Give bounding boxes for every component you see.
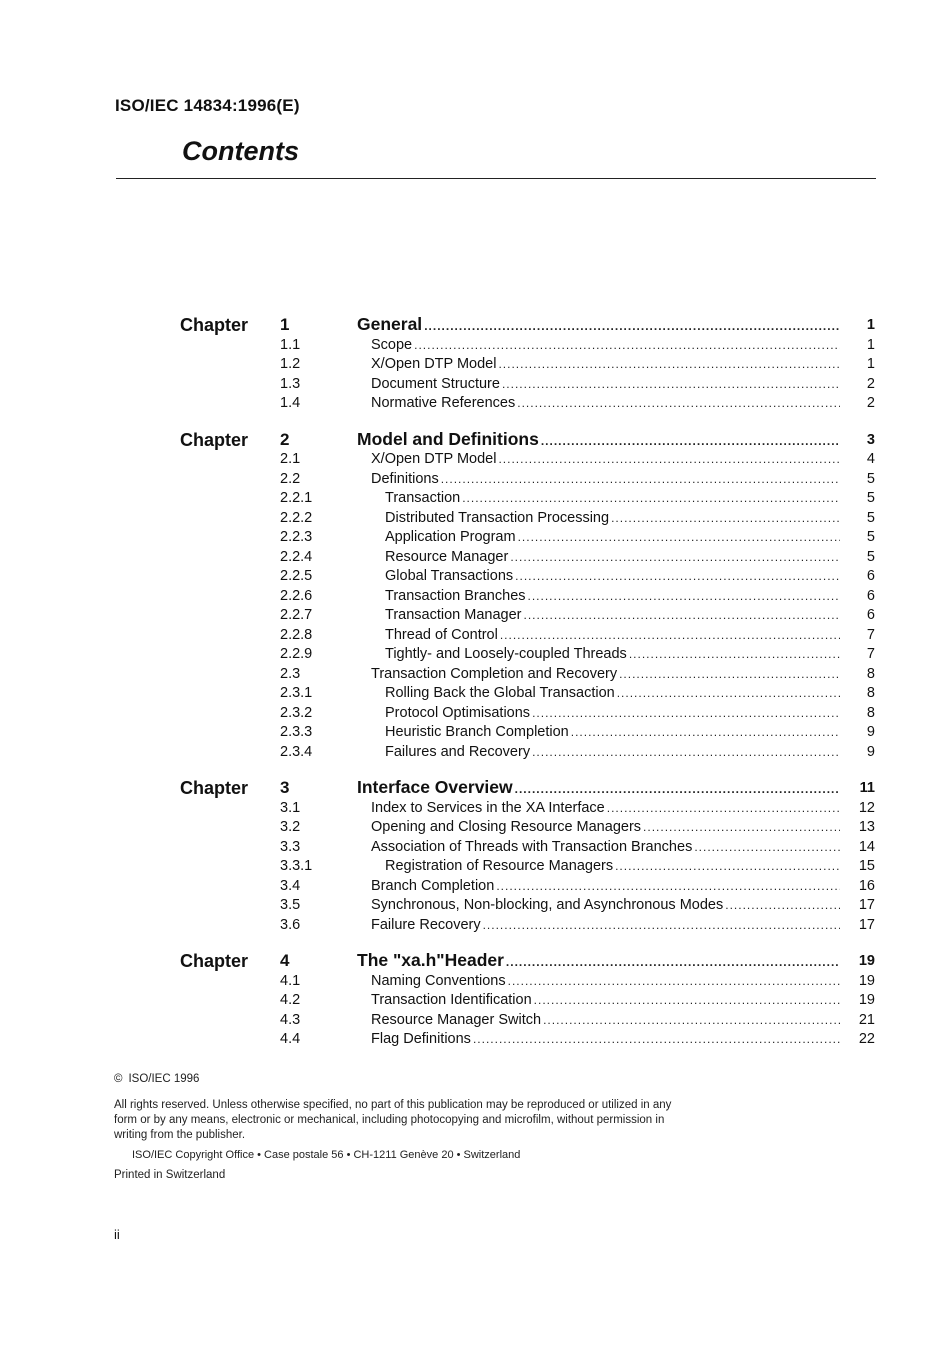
copyright-line: [114, 1072, 674, 1087]
section-title-text: Synchronous, Non-blocking, and Asynchronous Modes: [371, 897, 724, 913]
chapter-title-text: General: [357, 314, 423, 334]
section-title-text: Definitions: [371, 470, 439, 487]
section-title-text: Transaction: [385, 490, 461, 506]
section-title: [371, 395, 840, 411]
page-number: ii: [114, 1227, 120, 1242]
chapter-page: 3: [866, 431, 875, 448]
section-title: [371, 878, 840, 894]
section-row: [0, 896, 950, 916]
section-row: [0, 916, 950, 936]
section-title-text: Branch Completion: [371, 877, 495, 894]
chapter-row: [0, 952, 950, 972]
section-title-text: Registration of Resource Managers: [385, 858, 614, 874]
section-row: [0, 645, 950, 665]
section-row: [0, 450, 950, 470]
dot-leader: [532, 745, 840, 759]
section-title-text: Global Transactions: [385, 568, 514, 584]
header-rule: [116, 178, 876, 179]
section-number: 2.2.1: [280, 490, 313, 506]
section-row: [0, 1030, 950, 1050]
section-number: 2.3.1: [280, 685, 313, 701]
section-number: 2.3: [280, 665, 301, 682]
section-title: [385, 724, 840, 740]
section-title-text: Thread of Control: [385, 626, 498, 643]
section-title: [371, 800, 840, 816]
dot-leader: [515, 782, 840, 796]
section-row: [0, 991, 950, 1011]
section-number: 4.1: [280, 972, 301, 989]
section-number: 2.2.4: [280, 548, 313, 565]
section-title-text: Flag Definitions: [371, 1031, 471, 1047]
section-page: 22: [858, 1031, 875, 1047]
section-page: 6: [866, 587, 875, 604]
section-page: 5: [866, 470, 875, 487]
section-page: 6: [866, 607, 875, 623]
chapter-title-text: Model and Definitions: [357, 428, 539, 449]
section-title: [371, 1012, 840, 1028]
section-row: [0, 704, 950, 724]
section-title: [385, 568, 840, 584]
section-page: 13: [858, 819, 875, 835]
section-page: 19: [858, 992, 875, 1008]
section-number: 2.1: [280, 451, 301, 467]
section-number: 1.4: [280, 395, 301, 411]
section-title-text: X/Open DTP Model: [371, 356, 497, 372]
chapter-page: 19: [858, 953, 875, 969]
chapter-block: [0, 779, 950, 935]
dot-leader: [424, 319, 840, 333]
section-row: [0, 394, 950, 414]
section-number: 2.2.8: [280, 626, 313, 643]
section-page: 7: [866, 626, 875, 643]
dot-leader: [508, 974, 840, 988]
section-title-text: Failures and Recovery: [385, 743, 531, 760]
dot-leader: [441, 472, 840, 486]
chapter-block: [0, 952, 950, 1050]
chapter-label: Chapter: [180, 951, 249, 971]
section-number: 1.1: [280, 336, 301, 353]
section-title: [385, 549, 840, 565]
section-title-text: Transaction Manager: [385, 607, 522, 623]
section-number: 3.6: [280, 916, 301, 933]
section-page: 17: [858, 897, 875, 913]
section-row: [0, 626, 950, 646]
section-title: [371, 1031, 840, 1047]
dot-leader: [523, 608, 840, 622]
copyright-symbol: ©: [114, 1073, 123, 1085]
dot-leader: [629, 647, 840, 661]
section-page: 16: [858, 877, 875, 894]
section-page: 9: [866, 724, 875, 740]
section-row: [0, 877, 950, 897]
dot-leader: [500, 628, 840, 642]
section-row: [0, 567, 950, 587]
section-page: 8: [866, 665, 875, 682]
section-number: 3.1: [280, 799, 301, 816]
dot-leader: [528, 589, 840, 603]
section-title-text: Normative References: [371, 395, 516, 411]
section-row: [0, 336, 950, 356]
section-row: [0, 470, 950, 490]
section-number: 2.3.2: [280, 704, 313, 721]
chapter-row: [0, 779, 950, 799]
section-row: [0, 972, 950, 992]
dot-leader: [496, 879, 840, 893]
section-title: [385, 858, 840, 874]
section-title-text: Resource Manager: [385, 548, 509, 565]
chapter-title: [357, 314, 840, 335]
section-page: 8: [866, 704, 875, 721]
section-row: [0, 606, 950, 626]
dot-leader: [611, 511, 840, 525]
section-title-text: X/Open DTP Model: [371, 451, 497, 467]
section-title-text: Opening and Closing Resource Managers: [371, 819, 642, 835]
page-title: Contents: [182, 136, 299, 166]
chapter-page: 11: [859, 780, 875, 796]
section-number: 2.2.7: [280, 607, 313, 623]
section-number: 2.2.9: [280, 646, 313, 662]
section-page: 5: [866, 509, 875, 526]
dot-leader: [414, 338, 840, 352]
section-row: [0, 489, 950, 509]
dot-leader: [510, 550, 840, 564]
section-number: 1.2: [280, 356, 301, 372]
section-page: 5: [866, 490, 875, 506]
section-page: 21: [858, 1011, 875, 1028]
section-title-text: Resource Manager Switch: [371, 1011, 542, 1028]
copyright-office: ISO/IEC Copyright Office • Case postale 56 • CH-1211 Genève 20 • Switzerland: [132, 1149, 521, 1161]
section-page: 14: [858, 838, 875, 855]
section-title: [371, 839, 840, 855]
section-row: [0, 723, 950, 743]
dot-leader: [541, 434, 840, 448]
section-number: 4.3: [280, 1011, 301, 1028]
section-page: 6: [866, 568, 875, 584]
dot-leader: [615, 859, 840, 873]
section-number: 2.2.3: [280, 529, 313, 545]
chapter-label: Chapter: [180, 429, 249, 450]
section-title-text: Naming Conventions: [371, 972, 506, 989]
chapter-row: [0, 428, 950, 451]
section-title: [385, 627, 840, 643]
dot-leader: [571, 725, 840, 739]
section-row: [0, 587, 950, 607]
copyright-holder: ISO/IEC 1996: [128, 1073, 200, 1085]
dot-leader: [518, 530, 840, 544]
section-page: 1: [866, 356, 875, 372]
section-number: 4.2: [280, 992, 301, 1008]
section-title: [385, 705, 840, 721]
section-number: 2.2.5: [280, 568, 313, 584]
section-number: 3.2: [280, 819, 301, 835]
chapter-title: [357, 777, 840, 798]
section-title: [385, 646, 840, 662]
section-title-text: Transaction Branches: [385, 587, 526, 604]
dot-leader: [619, 667, 840, 681]
section-row: [0, 857, 950, 877]
section-number: 3.3.1: [280, 858, 313, 874]
section-title: [371, 819, 840, 835]
chapter-title: [357, 950, 840, 971]
section-title-text: Failure Recovery: [371, 916, 481, 933]
section-number: 2.2.6: [280, 587, 313, 604]
section-page: 5: [866, 529, 875, 545]
chapter-number: 3: [280, 778, 290, 797]
chapter-block: [0, 316, 950, 414]
section-title: [371, 471, 840, 487]
document-id: ISO/IEC 14834:1996(E): [115, 96, 300, 115]
chapter-label: Chapter: [180, 315, 249, 335]
section-page: 1: [866, 336, 875, 353]
dot-leader: [607, 801, 840, 815]
section-number: 2.2.2: [280, 509, 313, 526]
section-number: 3.4: [280, 877, 301, 894]
section-row: [0, 838, 950, 858]
dot-leader: [694, 840, 840, 854]
section-title: [371, 897, 840, 913]
section-title: [371, 666, 840, 682]
dot-leader: [506, 955, 840, 969]
section-title: [371, 356, 840, 372]
section-title-text: Application Program: [385, 529, 516, 545]
dot-leader: [517, 396, 840, 410]
dot-leader: [643, 820, 840, 834]
section-title: [371, 451, 840, 467]
rights-statement: All rights reserved. Unless otherwise specified, no part of this publication may be reproduced or utilized in any form or by any means, electronic or mechanical, including photocopying and microfilm, without permission in writing from the publisher.: [114, 1099, 672, 1141]
chapter-title-text: The "xa.h"Header: [357, 950, 504, 970]
dot-leader: [473, 1032, 840, 1046]
section-page: 15: [858, 858, 875, 874]
section-title: [385, 744, 840, 760]
dot-leader: [498, 452, 840, 466]
dot-leader: [515, 569, 840, 583]
section-title-text: Rolling Back the Global Transaction: [385, 685, 615, 701]
section-title-text: Document Structure: [371, 375, 500, 392]
section-page: 7: [866, 646, 875, 662]
section-title-text: Scope: [371, 336, 413, 353]
section-title-text: Transaction Completion and Recovery: [371, 665, 618, 682]
section-title: [371, 992, 840, 1008]
section-title: [385, 588, 840, 604]
table-of-contents: [0, 316, 950, 1050]
section-row: [0, 684, 950, 704]
section-page: 8: [866, 685, 875, 701]
section-title-text: Heuristic Branch Completion: [385, 724, 569, 740]
section-page: 12: [858, 799, 875, 816]
section-title-text: Protocol Optimisations: [385, 704, 531, 721]
section-row: [0, 528, 950, 548]
printed-in: Printed in Switzerland: [114, 1169, 226, 1181]
chapter-number: 1: [280, 315, 290, 334]
section-title: [385, 685, 840, 701]
section-title: [385, 607, 840, 623]
section-page: 17: [858, 916, 875, 933]
dot-leader: [543, 1013, 840, 1027]
dot-leader: [498, 357, 840, 371]
dot-leader: [483, 918, 840, 932]
section-title: [385, 510, 840, 526]
dot-leader: [725, 898, 840, 912]
section-number: 1.3: [280, 375, 301, 392]
section-number: 3.5: [280, 897, 301, 913]
chapter-number: 4: [280, 951, 290, 970]
section-title: [385, 529, 840, 545]
section-title: [385, 490, 840, 506]
chapter-title-text: Interface Overview: [357, 777, 513, 797]
section-row: [0, 509, 950, 529]
section-row: [0, 799, 950, 819]
section-number: 4.4: [280, 1031, 301, 1047]
section-title: [371, 376, 840, 392]
section-title: [371, 337, 840, 353]
section-page: 5: [866, 548, 875, 565]
section-row: [0, 743, 950, 763]
section-title-text: Transaction Identification: [371, 992, 532, 1008]
section-number: 2.3.4: [280, 743, 313, 760]
section-row: [0, 818, 950, 838]
section-title: [371, 973, 840, 989]
copyright-notice: [114, 1072, 674, 1183]
section-title-text: Index to Services in the XA Interface: [371, 799, 605, 816]
section-page: 19: [858, 972, 875, 989]
section-row: [0, 548, 950, 568]
section-page: 2: [866, 395, 875, 411]
section-page: 9: [866, 743, 875, 760]
chapter-row: [0, 316, 950, 336]
section-row: [0, 355, 950, 375]
section-number: 2.2: [280, 470, 301, 487]
chapter-number: 2: [280, 429, 290, 449]
section-page: 2: [866, 375, 875, 392]
section-row: [0, 665, 950, 685]
section-title-text: Association of Threads with Transaction Branches: [371, 838, 693, 855]
section-row: [0, 375, 950, 395]
section-title: [371, 917, 840, 933]
section-row: [0, 1011, 950, 1031]
dot-leader: [534, 993, 840, 1007]
section-title-text: Distributed Transaction Processing: [385, 509, 610, 526]
dot-leader: [617, 686, 840, 700]
section-number: 3.3: [280, 838, 301, 855]
chapter-page: 1: [866, 317, 875, 333]
dot-leader: [462, 491, 840, 505]
section-title-text: Tightly- and Loosely-coupled Threads: [385, 646, 627, 662]
chapter-label: Chapter: [180, 778, 249, 798]
dot-leader: [532, 706, 840, 720]
chapter-block: [0, 428, 950, 763]
section-number: 2.3.3: [280, 724, 313, 740]
chapter-title: [357, 429, 840, 450]
dot-leader: [502, 377, 840, 391]
section-page: 4: [866, 451, 875, 467]
